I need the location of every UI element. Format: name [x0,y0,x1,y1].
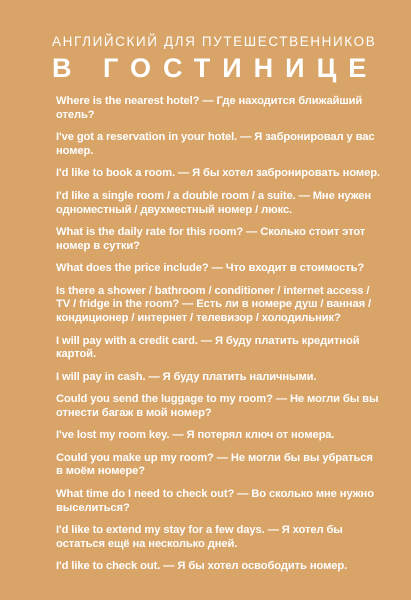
page-title: В ГОСТИНИЦЕ [52,53,379,83]
phrase-item: I'd like to book a room. — Я бы хотел забронировать номер. [56,167,380,180]
phrase-item: What is the daily rate for this room? — Сколько стоит этот номер в сутки? [56,225,366,252]
phrase-list [56,95,381,574]
phrase-item: What does the price include? — Что входит в стоимость? [56,262,365,275]
phrase-item: I've got a reservation in your hotel. — Я забронировал у вас номер. [56,131,375,157]
phrase-item: Could you make up my room? — Не могли бы вы убраться в моём номере? [56,451,373,478]
phrase-item: I'd like a single room / a double room / a suite. — Мне нужен одноместный / двухместный номер / люкс. [56,189,372,216]
phrase-item: Could you send the luggage to my room? — Не могли бы вы отнести багаж в мой номер? [56,393,379,419]
phrase-item: I'd like to extend my stay for a few days. — Я хотел бы остаться ещё на несколько дней. [56,524,343,550]
phrase-item: I will pay with a credit card. — Я буду платить кредитной картой. [56,334,360,361]
phrase-item: I'd like to check out. — Я бы хотел освободить номер. [56,560,348,573]
phrase-item: I will pay in cash. — Я буду платить наличными. [56,370,317,383]
phrase-item: What time do I need to check out? — Во сколько мне нужно выселиться? [56,487,374,514]
phrase-item: I've lost my room key. — Я потерял ключ от номера. [56,429,335,442]
phrase-item: Is there a shower / bathroom / conditioner / internet access / TV / fridge in the room? — Есть ли в номере душ / ванная / кондиционер / интернет / телевизор / холодильник? [56,284,372,325]
phrase-item: Where is the nearest hotel? — Где находится ближайший отель? [56,95,363,121]
page-subtitle: АНГЛИЙСКИЙ ДЛЯ ПУТЕШЕСТВЕННИКОВ [52,34,377,49]
